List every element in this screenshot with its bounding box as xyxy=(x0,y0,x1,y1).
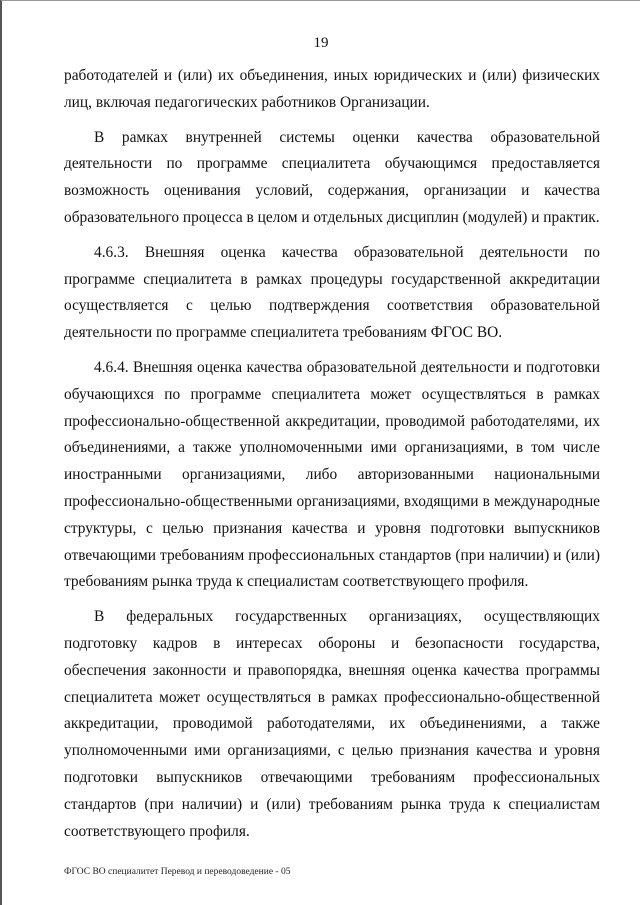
page-footer: ФГОС ВО специалитет Перевод и переводоведение - 05 xyxy=(64,867,291,877)
paragraph-4-6-4: 4.6.4. Внешняя оценка качества образовательной деятельности и подготовки обучающихся по программе специалитета может осуществляться в рамках профессионально-общественной аккредитации, проводимой работодателями, их объединениями, а также уполномоченными ими организациями, в том числе иностранными организациями, либо авторизованными национальными профессионально-общественными организациями, входящими в международные структуры, с целью признания качества и уровня подготовки выпускников отвечающими требованиям профессиональных стандартов (при наличии) и (или) требованиям рынка труда к специалистам соответствующего профиля. xyxy=(64,358,600,591)
paragraph-internal-assessment: В рамках внутренней системы оценки качества образовательной деятельности по программе специалитета обучающимся предоставляется возможность оценивания условий, содержания, организации и качества образовательного процесса в целом и отдельных дисциплин (модулей) и практик. xyxy=(64,128,600,226)
paragraph-federal-organizations: В федеральных государственных организациях, осуществляющих подготовку кадров в интересах обороны и безопасности государства, обеспечения законности и правопорядка, внешняя оценка качества программы специалитета может осуществляться в рамках профессионально-общественной аккредитации, проводимой работодателями, их объединениями, а также уполномоченными ими организациями, с целью признания качества и уровня подготовки выпускников отвечающими требованиям профессиональных стандартов (при наличии) и (или) требованиям рынка труда к специалистам соответствующего профиля. xyxy=(64,608,600,840)
page-number: 19 xyxy=(313,35,329,51)
paragraph-4-6-3: 4.6.3. Внешняя оценка качества образовательной деятельности по программе специалитета в рамках процедуры государственной аккредитации осуществляется с целью подтверждения соответствия образовательной деятельности по программе специалитета требованиям ФГОС ВО. xyxy=(64,243,600,342)
page-body xyxy=(64,63,600,853)
paragraph-continuation: работодателей и (или) их объединения, иных юридических и (или) физических лиц, включая педагогических работников Организации. xyxy=(64,67,600,111)
